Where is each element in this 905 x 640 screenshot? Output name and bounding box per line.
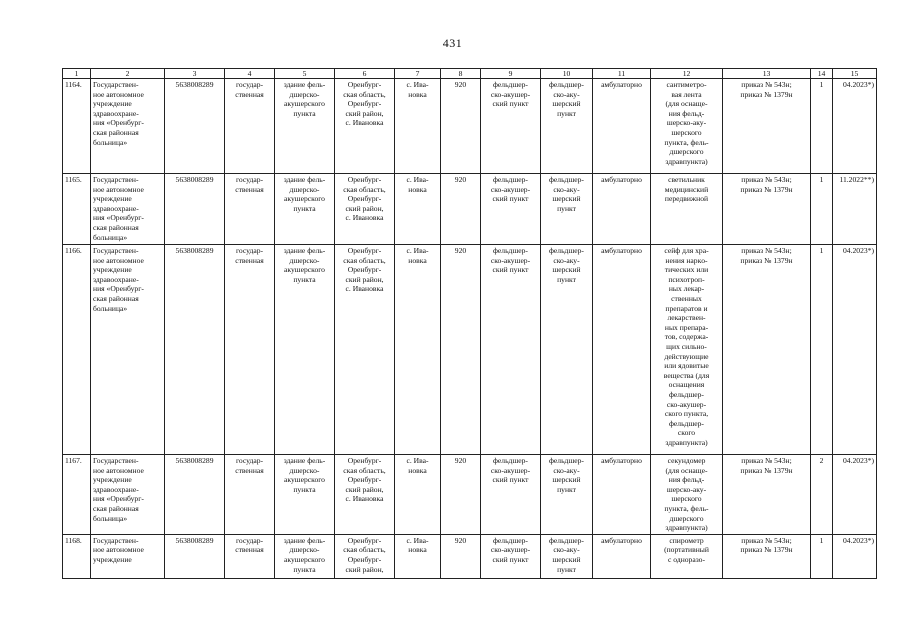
- building-cell: здание фель- дшерско- акушерского пункта: [275, 455, 335, 535]
- order-cell: приказ № 543н; приказ № 1379н: [723, 245, 811, 455]
- care-type-cell: амбулаторно: [593, 245, 651, 455]
- address-cell: Оренбург- ская область, Оренбург- ский район, с. Ивановка: [335, 245, 395, 455]
- code-cell: 920: [441, 534, 481, 578]
- code-cell: 920: [441, 455, 481, 535]
- care-type-cell: амбулаторно: [593, 79, 651, 174]
- equipment-cell: светильник медицинский передвижной: [651, 174, 723, 245]
- column-header: 2: [91, 69, 165, 79]
- settlement-cell: с. Ива- новка: [395, 534, 441, 578]
- table-row: [63, 174, 877, 245]
- organization-name: Государствен- ное автономное учреждение здравоохране- ния «Оренбург- ская районная больница»: [91, 245, 165, 455]
- order-cell: приказ № 543н; приказ № 1379н: [723, 455, 811, 535]
- row-number: 1166.: [63, 245, 91, 455]
- row-number: 1167.: [63, 455, 91, 535]
- address-cell: Оренбург- ская область, Оренбург- ский район, с. Ивановка: [335, 455, 395, 535]
- subunit-cell: фельдшер- ско-аку- шерский пункт: [541, 174, 593, 245]
- column-header: 7: [395, 69, 441, 79]
- settlement-cell: с. Ива- новка: [395, 174, 441, 245]
- organization-name: Государствен- ное автономное учреждение: [91, 534, 165, 578]
- column-header: 10: [541, 69, 593, 79]
- ownership-cell: государ- ственная: [225, 245, 275, 455]
- equipment-cell: спирометр (портативный с одноразо-: [651, 534, 723, 578]
- address-cell: Оренбург- ская область, Оренбург- ский район, с. Ивановка: [335, 79, 395, 174]
- column-header: 13: [723, 69, 811, 79]
- column-header: 3: [165, 69, 225, 79]
- date-cell: 04.2023*): [833, 455, 877, 535]
- care-type-cell: амбулаторно: [593, 174, 651, 245]
- subunit-cell: фельдшер- ско-аку- шерский пункт: [541, 79, 593, 174]
- ownership-cell: государ- ственная: [225, 455, 275, 535]
- subunit-cell: фельдшер- ско-аку- шерский пункт: [541, 245, 593, 455]
- building-cell: здание фель- дшерско- акушерского пункта: [275, 79, 335, 174]
- column-header: 15: [833, 69, 877, 79]
- date-cell: 04.2023*): [833, 534, 877, 578]
- settlement-cell: с. Ива- новка: [395, 245, 441, 455]
- quantity-cell: 1: [811, 245, 833, 455]
- column-header: 6: [335, 69, 395, 79]
- order-cell: приказ № 543н; приказ № 1379н: [723, 534, 811, 578]
- unit-cell: фельдшер- ско-акушер- ский пункт: [481, 455, 541, 535]
- address-cell: Оренбург- ская область, Оренбург- ский район,: [335, 534, 395, 578]
- code-cell: 920: [441, 245, 481, 455]
- table-row: [63, 245, 877, 455]
- row-number: 1165.: [63, 174, 91, 245]
- organization-name: Государствен- ное автономное учреждение здравоохране- ния «Оренбург- ская районная больница»: [91, 174, 165, 245]
- inn-cell: 5638008289: [165, 534, 225, 578]
- header-row: [63, 69, 877, 79]
- quantity-cell: 1: [811, 174, 833, 245]
- date-cell: 04.2023*): [833, 79, 877, 174]
- column-header: 14: [811, 69, 833, 79]
- page-number: 431: [442, 36, 463, 50]
- row-number: 1164.: [63, 79, 91, 174]
- column-header: 12: [651, 69, 723, 79]
- date-cell: 11.2022**): [833, 174, 877, 245]
- settlement-cell: с. Ива- новка: [395, 455, 441, 535]
- organization-name: Государствен- ное автономное учреждение здравоохране- ния «Оренбург- ская районная больница»: [91, 455, 165, 535]
- row-number: 1168.: [63, 534, 91, 578]
- organization-name: Государствен- ное автономное учреждение здравоохране- ния «Оренбург- ская районная больница»: [91, 79, 165, 174]
- column-header: 11: [593, 69, 651, 79]
- unit-cell: фельдшер- ско-акушер- ский пункт: [481, 79, 541, 174]
- equipment-cell: сантиметро- вая лента (для оснаще- ния фельд- шерско-аку- шерского пункта, фель- дшерского здравпункта): [651, 79, 723, 174]
- table-row: [63, 534, 877, 578]
- equipment-cell: сейф для хра- нения наркo- тических или психотроп- ных лекар- ственных препаратов и лекарствен- ных препара- тов, содержа- щих сильно- действующие или ядовитые вещества (для оснащения фельдшер- ско-акушер- ского пункта, фельдшер- ского здравпункта): [651, 245, 723, 455]
- table-row: [63, 79, 877, 174]
- inn-cell: 5638008289: [165, 174, 225, 245]
- settlement-cell: с. Ива- новка: [395, 79, 441, 174]
- subunit-cell: фельдшер- ско-аку- шерский пункт: [541, 534, 593, 578]
- quantity-cell: 1: [811, 79, 833, 174]
- ownership-cell: государ- ственная: [225, 79, 275, 174]
- quantity-cell: 2: [811, 455, 833, 535]
- unit-cell: фельдшер- ско-акушер- ский пункт: [481, 245, 541, 455]
- order-cell: приказ № 543н; приказ № 1379н: [723, 79, 811, 174]
- column-header: 8: [441, 69, 481, 79]
- building-cell: здание фель- дшерско- акушерского пункта: [275, 245, 335, 455]
- code-cell: 920: [441, 79, 481, 174]
- care-type-cell: амбулаторно: [593, 534, 651, 578]
- care-type-cell: амбулаторно: [593, 455, 651, 535]
- date-cell: 04.2023*): [833, 245, 877, 455]
- column-header: 4: [225, 69, 275, 79]
- inn-cell: 5638008289: [165, 455, 225, 535]
- ownership-cell: государ- ственная: [225, 174, 275, 245]
- quantity-cell: 1: [811, 534, 833, 578]
- inn-cell: 5638008289: [165, 79, 225, 174]
- ownership-cell: государ- ственная: [225, 534, 275, 578]
- column-header: 1: [63, 69, 91, 79]
- code-cell: 920: [441, 174, 481, 245]
- order-cell: приказ № 543н; приказ № 1379н: [723, 174, 811, 245]
- unit-cell: фельдшер- ско-акушер- ский пункт: [481, 174, 541, 245]
- inn-cell: 5638008289: [165, 245, 225, 455]
- column-header: 9: [481, 69, 541, 79]
- equipment-cell: секундомер (для оснаще- ния фельд- шерско-аку- шерского пункта, фель- дшерского здравпункта): [651, 455, 723, 535]
- building-cell: здание фель- дшерско- акушерского пункта: [275, 174, 335, 245]
- unit-cell: фельдшер- ско-акушер- ский пункт: [481, 534, 541, 578]
- building-cell: здание фель- дшерско- акушерского пункта: [275, 534, 335, 578]
- address-cell: Оренбург- ская область, Оренбург- ский район, с. Ивановка: [335, 174, 395, 245]
- table-row: [63, 455, 877, 535]
- column-header: 5: [275, 69, 335, 79]
- equipment-registry-table: [62, 68, 877, 579]
- subunit-cell: фельдшер- ско-аку- шерский пункт: [541, 455, 593, 535]
